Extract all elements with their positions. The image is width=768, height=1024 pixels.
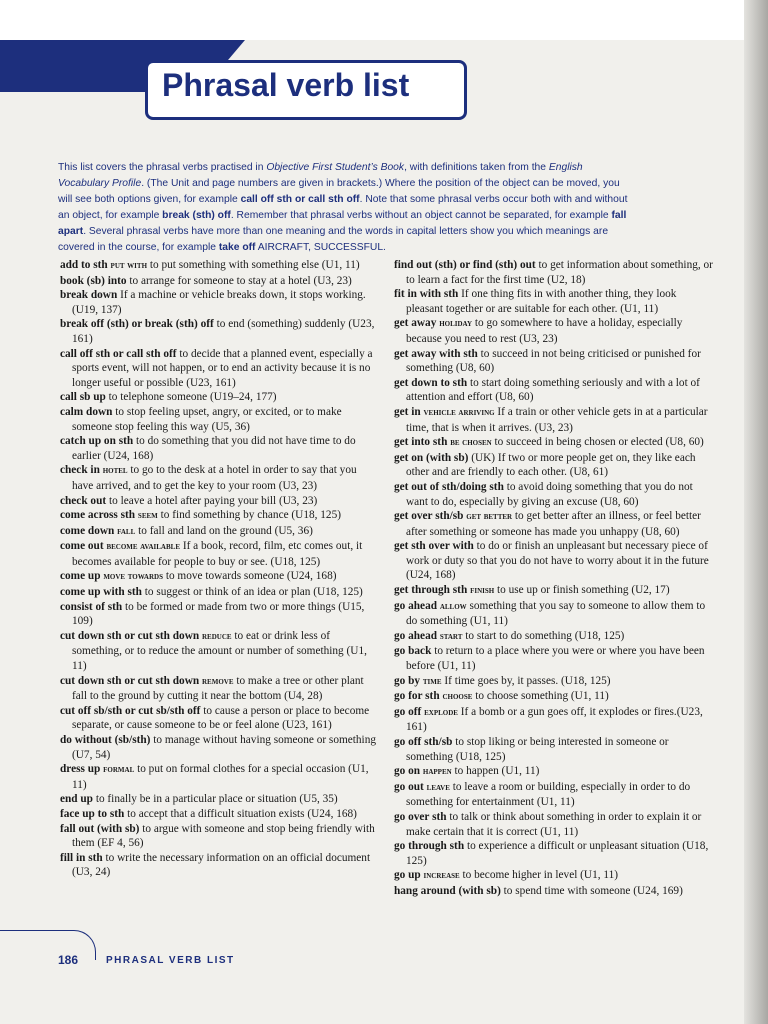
phrasal-verb-entry bbox=[60, 674, 378, 704]
entry-definition: to suggest or think of an idea or plan (U18, 125) bbox=[144, 586, 363, 599]
entry-definition: to leave a hotel after paying your bill (U3, 23) bbox=[108, 494, 318, 507]
entry-definition: If a train or other vehicle gets in at a particular time, that is when it arrives. (U3, 23) bbox=[406, 405, 708, 434]
phrasal-verb-entry bbox=[394, 539, 714, 583]
phrasal-verb-entry bbox=[394, 839, 714, 868]
entry-headword: get on (with sb) bbox=[394, 451, 469, 464]
entry-headword: get out of sth/doing sth bbox=[394, 480, 504, 493]
entry-meaning-tag: finish bbox=[470, 585, 495, 597]
entry-definition: to accept that a difficult situation exists (U24, 168) bbox=[127, 807, 357, 820]
entry-headword: check out bbox=[60, 494, 107, 507]
intro-run: . Several phrasal verbs have more than one meaning and the words in capital letters show you which meanings are covered in the course, for example bbox=[58, 226, 609, 253]
phrasal-verb-entry bbox=[394, 258, 714, 287]
intro-run: English Vocabulary Profile bbox=[58, 162, 583, 189]
entry-meaning-tag: choose bbox=[442, 691, 473, 703]
entry-definition: (UK) If two or more people get on, they like each other and are friendly to each other. (U8, 61) bbox=[406, 451, 696, 479]
entry-definition: to make a tree or other plant fall to the ground by cutting it near the bottom (U4, 28) bbox=[72, 674, 364, 703]
entry-headword: get into sth bbox=[394, 436, 448, 449]
entry-meaning-tag: allow bbox=[439, 600, 467, 612]
entry-definition: to stop feeling upset, angry, or excited, or to make someone stop feeling this way (U5, 36) bbox=[72, 405, 342, 433]
intro-run: call off sth or call sth off bbox=[240, 194, 360, 205]
page-top-margin bbox=[0, 0, 768, 40]
entry-definition: to do something that you did not have time to do earlier (U24, 168) bbox=[72, 435, 356, 462]
entry-definition: If a machine or vehicle breaks down, it stops working. (U19, 137) bbox=[72, 289, 366, 316]
entry-headword: come up bbox=[60, 570, 101, 583]
phrasal-verb-entry bbox=[60, 508, 378, 524]
entry-definition: If a book, record, film, etc comes out, it becomes available for people to buy or see. (U18, 125) bbox=[72, 540, 363, 568]
phrasal-verb-entry bbox=[60, 405, 378, 434]
entry-headword: go back bbox=[394, 645, 432, 658]
entry-definition: to write the necessary information on an official document (U3, 24) bbox=[72, 851, 371, 879]
entries-column-left bbox=[60, 258, 378, 880]
entry-headword: find out (sth) or find (sth) out bbox=[394, 259, 536, 271]
entry-headword: come out bbox=[60, 540, 104, 553]
entry-headword: face up to sth bbox=[60, 807, 125, 820]
phrasal-verb-entry bbox=[394, 347, 714, 376]
entry-headword: get away bbox=[394, 317, 437, 330]
phrasal-verb-entry bbox=[60, 807, 378, 822]
entry-definition: to manage without having someone or something (U7, 54) bbox=[72, 734, 376, 761]
phrasal-verb-entry bbox=[394, 435, 714, 451]
entry-headword: cut down sth or cut sth down bbox=[60, 629, 200, 642]
footer-label: PHRASAL VERB LIST bbox=[106, 955, 235, 966]
entry-meaning-tag: fall bbox=[117, 525, 136, 537]
entry-definition: If a bomb or a gun goes off, it explodes or fires.(U23, 161) bbox=[406, 705, 703, 734]
entry-meaning-tag: increase bbox=[423, 870, 460, 882]
phrasal-verb-entry bbox=[60, 524, 378, 540]
phrasal-verb-entry bbox=[60, 434, 378, 463]
phrasal-verb-entry bbox=[60, 792, 378, 807]
entry-definition: to argue with someone and stop being friendly with them (EF 4, 56) bbox=[72, 822, 375, 850]
entry-definition: to put something with something else (U1, 11) bbox=[149, 259, 360, 271]
entry-headword: get in bbox=[394, 405, 421, 418]
entry-definition: to talk or think about something in order to explain it or make certain that it is correct (U1, 11) bbox=[406, 810, 702, 838]
entry-headword: go ahead bbox=[394, 629, 437, 642]
entry-meaning-tag: holiday bbox=[439, 318, 472, 330]
entry-headword: get over sth/sb bbox=[394, 510, 464, 523]
entry-meaning-tag: put with bbox=[110, 260, 148, 271]
phrasal-verb-entry bbox=[394, 316, 714, 346]
page-number: 186 bbox=[58, 953, 79, 967]
entry-meaning-tag: start bbox=[439, 630, 463, 642]
entry-headword: come up with sth bbox=[60, 586, 142, 599]
entry-headword: go up bbox=[394, 869, 421, 882]
entry-definition: to do or finish an unpleasant but necessary piece of work or duty so that you do not have to worry about it in the future (U24, 168) bbox=[406, 540, 709, 582]
entry-meaning-tag: happen bbox=[422, 766, 452, 778]
entry-headword: go ahead bbox=[394, 599, 437, 612]
phrasal-verb-entry bbox=[60, 317, 378, 346]
entry-definition: to arrange for someone to stay at a hotel (U3, 23) bbox=[129, 274, 352, 287]
phrasal-verb-entry bbox=[60, 822, 378, 851]
phrasal-verb-entry bbox=[394, 480, 714, 509]
entry-definition: to succeed in being chosen or elected (U8, 60) bbox=[494, 436, 704, 449]
entry-headword: fit in with sth bbox=[394, 288, 459, 301]
phrasal-verb-entry bbox=[394, 376, 714, 405]
page-title: Phrasal verb list bbox=[162, 67, 410, 103]
entry-meaning-tag: vehicle arriving bbox=[423, 406, 495, 418]
entry-definition: to end (something) suddenly (U23, 161) bbox=[72, 318, 375, 345]
entry-definition: something that you say to someone to allow them to do something (U1, 11) bbox=[406, 599, 706, 628]
entry-headword: come down bbox=[60, 524, 115, 537]
entry-headword: go out bbox=[394, 780, 424, 793]
entry-definition: to start doing something seriously and with a lot of attention and effort (U8, 60) bbox=[406, 376, 700, 404]
book-spine-shadow bbox=[744, 0, 768, 1024]
entry-definition: to move towards someone (U24, 168) bbox=[165, 570, 337, 583]
entry-definition: to go to the desk at a hotel in order to say that you have arrived, and to get the key to your room (U3, 23) bbox=[72, 464, 357, 492]
phrasal-verb-entry bbox=[394, 509, 714, 539]
entry-definition: to fall and land on the ground (U5, 36) bbox=[138, 524, 313, 537]
phrasal-verb-entry bbox=[394, 287, 714, 316]
phrasal-verb-entry bbox=[394, 583, 714, 599]
entry-meaning-tag: hotel bbox=[102, 465, 128, 477]
entry-meaning-tag: remove bbox=[201, 675, 234, 687]
entry-headword: do without (sb/sth) bbox=[60, 734, 151, 746]
entry-definition: to put on formal clothes for a special occasion (U1, 11) bbox=[72, 763, 369, 791]
entry-headword: go off bbox=[394, 705, 422, 718]
entry-headword: calm down bbox=[60, 405, 113, 418]
phrasal-verb-entry bbox=[394, 644, 714, 673]
intro-run: . Note that some phrasal verbs occur both with and without an object, for example bbox=[58, 194, 628, 221]
intro-run: AIRCRAFT, SUCCESSFUL. bbox=[255, 242, 386, 253]
entry-definition: to return to a place where you were or where you have been before (U1, 11) bbox=[406, 645, 705, 673]
entry-meaning-tag: be chosen bbox=[450, 437, 492, 449]
phrasal-verb-entry bbox=[60, 494, 378, 509]
phrasal-verb-entry bbox=[60, 585, 378, 600]
phrasal-verb-entry bbox=[394, 810, 714, 839]
entry-definition: to eat or drink less of something, or to reduce the amount or number of something (U1, 11) bbox=[72, 629, 367, 673]
entry-headword: go for sth bbox=[394, 690, 440, 703]
phrasal-verb-entry bbox=[394, 884, 714, 899]
entry-headword: get away with sth bbox=[394, 347, 478, 360]
entry-definition: to experience a difficult or unpleasant situation (U18, 125) bbox=[406, 840, 709, 867]
intro-run: This list covers the phrasal verbs practised in bbox=[58, 162, 267, 173]
entry-headword: cut down sth or cut sth down bbox=[60, 674, 200, 687]
phrasal-verb-entry bbox=[394, 705, 714, 735]
intro-run: . Remember that phrasal verbs without an object cannot be separated, for example bbox=[230, 210, 612, 221]
phrasal-verb-entry bbox=[394, 689, 714, 705]
entry-headword: hang around (with sb) bbox=[394, 884, 501, 897]
phrasal-verb-entry bbox=[60, 600, 378, 629]
phrasal-verb-entry bbox=[60, 569, 378, 585]
intro-run: break (sth) off bbox=[162, 210, 231, 221]
entry-meaning-tag: explode bbox=[424, 706, 458, 718]
entry-definition: to happen (U1, 11) bbox=[454, 765, 540, 778]
phrasal-verb-entry bbox=[394, 629, 714, 645]
entry-headword: dress up bbox=[60, 763, 101, 776]
entry-meaning-tag: formal bbox=[103, 764, 135, 776]
entry-definition: to succeed in not being criticised or punished for something (U8, 60) bbox=[406, 347, 701, 375]
phrasal-verb-entry bbox=[60, 762, 378, 792]
phrasal-verb-entry bbox=[60, 347, 378, 391]
intro-run: fall apart bbox=[58, 210, 627, 237]
entry-definition: to find something by chance (U18, 125) bbox=[160, 509, 341, 522]
entry-meaning-tag: seem bbox=[137, 510, 158, 522]
entry-definition: If one thing fits in with another thing, they look pleasant together or are suitable for each other. (U1, 11) bbox=[406, 288, 677, 315]
entry-headword: cut off sb/sth or cut sb/sth off bbox=[60, 704, 201, 717]
entry-definition: to get better after an illness, or feel better after something or someone has made you unhappy (U8, 60) bbox=[406, 510, 701, 538]
intro-run: , with definitions taken from the bbox=[404, 162, 549, 173]
entry-headword: fall out (with sb) bbox=[60, 822, 140, 835]
entry-definition: If time goes by, it passes. (U18, 125) bbox=[444, 674, 611, 687]
entry-headword: catch up on sth bbox=[60, 435, 134, 448]
phrasal-verb-entry bbox=[60, 288, 378, 317]
entry-headword: book (sb) into bbox=[60, 274, 127, 287]
entry-headword: go by bbox=[394, 674, 421, 687]
phrasal-verb-entry bbox=[394, 780, 714, 810]
entry-headword: get through sth bbox=[394, 584, 468, 597]
entry-headword: fill in sth bbox=[60, 851, 103, 864]
footer-rule bbox=[0, 930, 96, 960]
entry-meaning-tag: become available bbox=[106, 541, 180, 553]
entry-headword: break off (sth) or break (sth) off bbox=[60, 318, 214, 331]
phrasal-verb-entry bbox=[60, 258, 378, 274]
entry-meaning-tag: move towards bbox=[103, 571, 163, 583]
entry-headword: call sb up bbox=[60, 391, 106, 404]
phrasal-verb-entry bbox=[394, 764, 714, 780]
entry-definition: to start to do something (U18, 125) bbox=[465, 629, 625, 642]
entry-headword: break down bbox=[60, 289, 118, 302]
phrasal-verb-entry bbox=[394, 674, 714, 690]
phrasal-verb-entry bbox=[394, 735, 714, 764]
entry-definition: to go somewhere to have a holiday, especially because you need to rest (U3, 23) bbox=[406, 317, 683, 345]
entry-headword: go through sth bbox=[394, 840, 465, 853]
entry-meaning-tag: reduce bbox=[201, 630, 232, 642]
entry-meaning-tag: time bbox=[422, 675, 442, 687]
phrasal-verb-entry bbox=[60, 733, 378, 762]
entry-definition: to leave a room or building, especially in order to do something for entertainment (U1, 11) bbox=[406, 780, 691, 809]
entry-meaning-tag: leave bbox=[426, 781, 450, 793]
entry-definition: to get information about something, or to learn a fact for the first time (U2, 18) bbox=[406, 259, 713, 286]
entry-definition: to finally be in a particular place or situation (U5, 35) bbox=[95, 793, 338, 806]
entries-column-right bbox=[394, 258, 714, 899]
phrasal-verb-entry bbox=[394, 451, 714, 480]
entry-definition: to choose something (U1, 11) bbox=[475, 690, 609, 703]
phrasal-verb-entry bbox=[60, 851, 378, 880]
entry-headword: go on bbox=[394, 765, 421, 778]
intro-run: . (The Unit and page numbers are given in brackets.) Where the position of the object can be moved, you will see both options given, for example bbox=[58, 178, 620, 205]
entry-definition: to cause a person or place to become separate, or cause someone to be or feel alone (U23, 161) bbox=[72, 704, 370, 732]
title-box bbox=[145, 60, 467, 120]
entry-definition: to become higher in level (U1, 11) bbox=[462, 869, 619, 882]
phrasal-verb-entry bbox=[60, 539, 378, 569]
phrasal-verb-entry bbox=[60, 629, 378, 674]
entry-definition: to stop liking or being interested in someone or something (U18, 125) bbox=[406, 736, 669, 763]
entry-definition: to decide that a planned event, especially a sports event, will not happen, or to end an activity because it is no longer useful or possible (U23, 161) bbox=[72, 347, 373, 389]
entry-headword: come across sth bbox=[60, 509, 136, 522]
phrasal-verb-entry bbox=[60, 390, 378, 405]
entry-definition: to use up or finish something (U2, 17) bbox=[497, 584, 670, 597]
entry-definition: to spend time with someone (U24, 169) bbox=[503, 884, 683, 897]
entry-headword: end up bbox=[60, 793, 93, 806]
entry-definition: to telephone someone (U19–24, 177) bbox=[108, 391, 277, 404]
entry-headword: call off sth or call sth off bbox=[60, 347, 177, 360]
phrasal-verb-entry bbox=[60, 274, 378, 289]
entry-headword: get down to sth bbox=[394, 376, 468, 389]
entry-definition: to avoid doing something that you do not want to do, especially by giving an excuse (U8, 60) bbox=[406, 480, 693, 508]
phrasal-verb-entry bbox=[394, 405, 714, 435]
phrasal-verb-entry bbox=[60, 704, 378, 733]
entry-headword: consist of sth bbox=[60, 600, 123, 613]
intro-run: take off bbox=[218, 242, 256, 253]
intro-run: Objective First Student’s Book bbox=[266, 162, 405, 173]
entry-headword: go over sth bbox=[394, 810, 447, 823]
phrasal-verb-entry bbox=[394, 599, 714, 629]
intro-paragraph bbox=[58, 160, 628, 256]
entry-meaning-tag: get better bbox=[466, 511, 513, 523]
entry-headword: get sth over with bbox=[394, 540, 474, 553]
entry-definition: to be formed or made from two or more things (U15, 109) bbox=[72, 600, 365, 628]
phrasal-verb-entry bbox=[394, 868, 714, 884]
entry-headword: go off sth/sb bbox=[394, 736, 453, 748]
phrasal-verb-entry bbox=[60, 463, 378, 493]
entry-headword: add to sth bbox=[60, 259, 108, 271]
entry-headword: check in bbox=[60, 464, 100, 477]
